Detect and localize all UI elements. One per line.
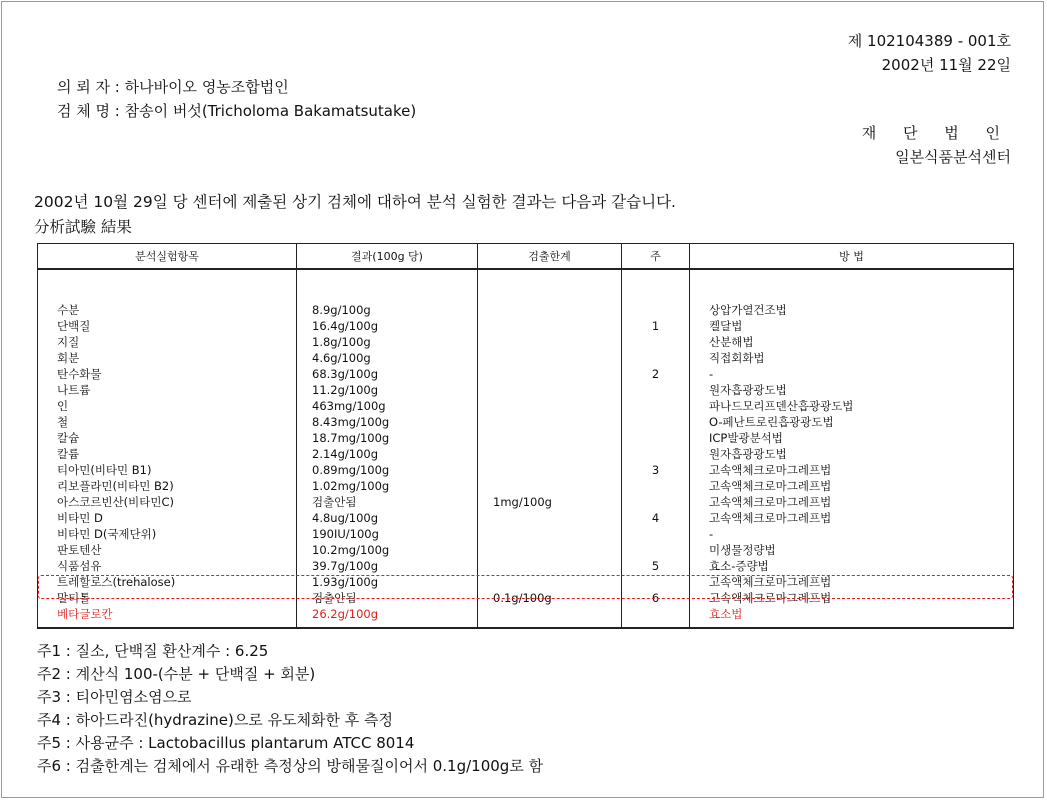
footnote-3: 주3 : 티아민염소염으로	[37, 688, 192, 706]
cell-note	[623, 494, 688, 510]
cell-method: 산분해법	[709, 335, 754, 349]
cell-method: ICP발광분석법	[709, 431, 783, 445]
cell-item: 칼륨	[57, 447, 80, 461]
cell-note	[623, 302, 688, 318]
footnote-4: 주4 : 하아드라진(hydrazine)으로 유도체화한 후 측정	[37, 711, 394, 729]
cell-item: 지질	[57, 335, 80, 349]
cell-note: 1	[651, 319, 660, 333]
cell-limit	[479, 526, 620, 542]
cell-note	[623, 414, 688, 430]
org-name: 일본식품분석센터	[895, 148, 1011, 166]
document-number: 제 102104389 - 001호	[847, 32, 1011, 50]
table-header-row	[38, 244, 1014, 270]
cell-result: 463mg/100g	[312, 399, 386, 413]
cell-item: 탄수화물	[57, 367, 102, 381]
cell-item: 칼슘	[57, 431, 80, 445]
cell-limit	[479, 366, 620, 382]
cell-limit	[479, 558, 620, 574]
cell-item: 비타민 D(국제단위)	[57, 527, 157, 541]
cell-note	[623, 478, 688, 494]
cell-item: 나트륨	[57, 383, 91, 397]
cell-item: 아스코르빈산(비타민C)	[57, 495, 174, 509]
cell-result: 2.14g/100g	[312, 447, 379, 461]
cell-method: 켈달법	[709, 319, 743, 333]
cell-result: 16.4g/100g	[312, 319, 379, 333]
cell-item: 말티톨	[57, 591, 91, 605]
header-limit: 검출한계	[478, 244, 622, 270]
document-date: 2002년 11월 22일	[881, 56, 1011, 74]
results-subtitle: 分析試驗 結果	[34, 218, 132, 236]
footnote-6: 주6 : 검출한계는 검체에서 유래한 측정상의 방해물질이어서 0.1g/100g로 함	[37, 757, 544, 775]
cell-method: 효소법	[709, 607, 743, 621]
footnote-5: 주5 : 사용균주 : Lactobacillus plantarum ATCC 8014	[37, 734, 415, 752]
cell-limit	[479, 510, 620, 526]
cell-limit	[479, 382, 620, 398]
cell-note	[623, 526, 688, 542]
cell-note: 3	[651, 463, 660, 477]
cell-item: 비타민 D	[57, 511, 103, 525]
cell-limit	[479, 398, 620, 414]
cell-method: O-페난트로린흡광광도법	[709, 415, 834, 429]
cell-note: 4	[651, 511, 660, 525]
cell-result: 18.7mg/100g	[312, 431, 390, 445]
cell-method: -	[709, 367, 714, 381]
cell-result: 4.8ug/100g	[312, 511, 379, 525]
cell-result: 4.6g/100g	[312, 351, 371, 365]
cell-item: 식품섬유	[57, 559, 102, 573]
cell-limit	[479, 478, 620, 494]
footnote-1: 주1 : 질소, 단백질 환산계수 : 6.25	[37, 642, 269, 660]
cell-method: 고속액체크로마그레프법	[709, 591, 832, 605]
cell-item: 베타글로칸	[57, 607, 113, 621]
cell-item: 인	[57, 399, 69, 413]
cell-result: 1.8g/100g	[312, 335, 371, 349]
cell-limit	[479, 430, 620, 446]
cell-note	[623, 334, 688, 350]
cell-method: 고속액체크로마그레프법	[709, 495, 832, 509]
cell-method: 고속액체크로마그레프법	[709, 463, 832, 477]
cell-result: 8.43mg/100g	[312, 415, 390, 429]
header-method: 방 법	[690, 244, 1014, 270]
org-type-label: 재 단 법 인	[861, 124, 1011, 142]
cell-limit: 1mg/100g	[493, 495, 552, 509]
cell-result: 1.02mg/100g	[312, 479, 390, 493]
cell-item: 철	[57, 415, 69, 429]
cell-method: 미생물정량법	[709, 543, 776, 557]
cell-limit: 0.1g/100g	[493, 591, 552, 605]
footnote-2: 주2 : 계산식 100-(수분 + 단백질 + 회분)	[37, 665, 316, 683]
cell-method: 원자흡광광도법	[709, 447, 787, 461]
cell-method: 고속액체크로마그레프법	[709, 511, 832, 525]
cell-result: 11.2g/100g	[312, 383, 379, 397]
cell-limit	[479, 302, 620, 318]
cell-note	[623, 350, 688, 366]
cell-method: 상압가열건조법	[709, 303, 787, 317]
cell-limit	[479, 462, 620, 478]
cell-result: 26.2g/100g	[312, 607, 379, 621]
cell-method: 고속액체크로마그레프법	[709, 575, 832, 589]
cell-note	[623, 542, 688, 558]
cell-limit	[479, 542, 620, 558]
cell-item: 트레할로스(trehalose)	[57, 575, 176, 589]
cell-result: 8.9g/100g	[312, 303, 371, 317]
cell-note: 5	[651, 559, 660, 573]
results-table	[37, 243, 1014, 629]
cell-item: 티아민(비타민 B1)	[57, 463, 152, 477]
cell-note	[623, 398, 688, 414]
cell-item: 단백질	[57, 319, 91, 333]
cell-limit	[479, 606, 620, 622]
cell-note	[623, 430, 688, 446]
cell-limit	[479, 318, 620, 334]
requester-line: 의 뢰 자 : 하나바이오 영농조합법인	[57, 78, 289, 96]
cell-note	[623, 446, 688, 462]
cell-item: 판토텐산	[57, 543, 102, 557]
cell-result: 1.93g/100g	[312, 575, 379, 589]
sample-name-line: 검 체 명 : 참송이 버섯(Tricholoma Bakamatsutake)	[57, 102, 417, 120]
cell-note: 6	[651, 591, 660, 605]
cell-limit	[479, 350, 620, 366]
cell-result: 39.7g/100g	[312, 559, 379, 573]
cell-method: 원자흡광광도법	[709, 383, 787, 397]
cell-result: 검출안됨	[312, 591, 357, 605]
cell-method: 직접회화법	[709, 351, 765, 365]
header-note: 주	[622, 244, 690, 270]
cell-limit	[479, 446, 620, 462]
header-result: 결과(100g 당)	[297, 244, 478, 270]
cell-note: 2	[651, 367, 660, 381]
cell-item: 리보플라민(비타민 B2)	[57, 479, 174, 493]
cell-method: -	[709, 527, 714, 541]
cell-item: 수분	[57, 303, 80, 317]
cell-result: 0.89mg/100g	[312, 463, 390, 477]
cell-result: 10.2mg/100g	[312, 543, 390, 557]
cell-note	[623, 606, 688, 622]
cell-result: 68.3g/100g	[312, 367, 379, 381]
cell-method: 파나드모리프덴산흡광광도법	[709, 399, 854, 413]
cell-note	[623, 382, 688, 398]
cell-item: 회분	[57, 351, 80, 365]
cell-limit	[479, 334, 620, 350]
cell-result: 190IU/100g	[312, 527, 379, 541]
cell-method: 효소-증량법	[709, 559, 769, 573]
beta-glucan-highlight-box	[38, 575, 1013, 599]
header-item: 분석실험항목	[38, 244, 297, 270]
intro-statement: 2002년 10월 29일 당 센터에 제출된 상기 검체에 대하여 분석 실험한 결과는 다음과 같습니다.	[34, 193, 676, 211]
cell-limit	[479, 414, 620, 430]
cell-result: 검출안됨	[312, 495, 357, 509]
cell-method: 고속액체크로마그레프법	[709, 479, 832, 493]
